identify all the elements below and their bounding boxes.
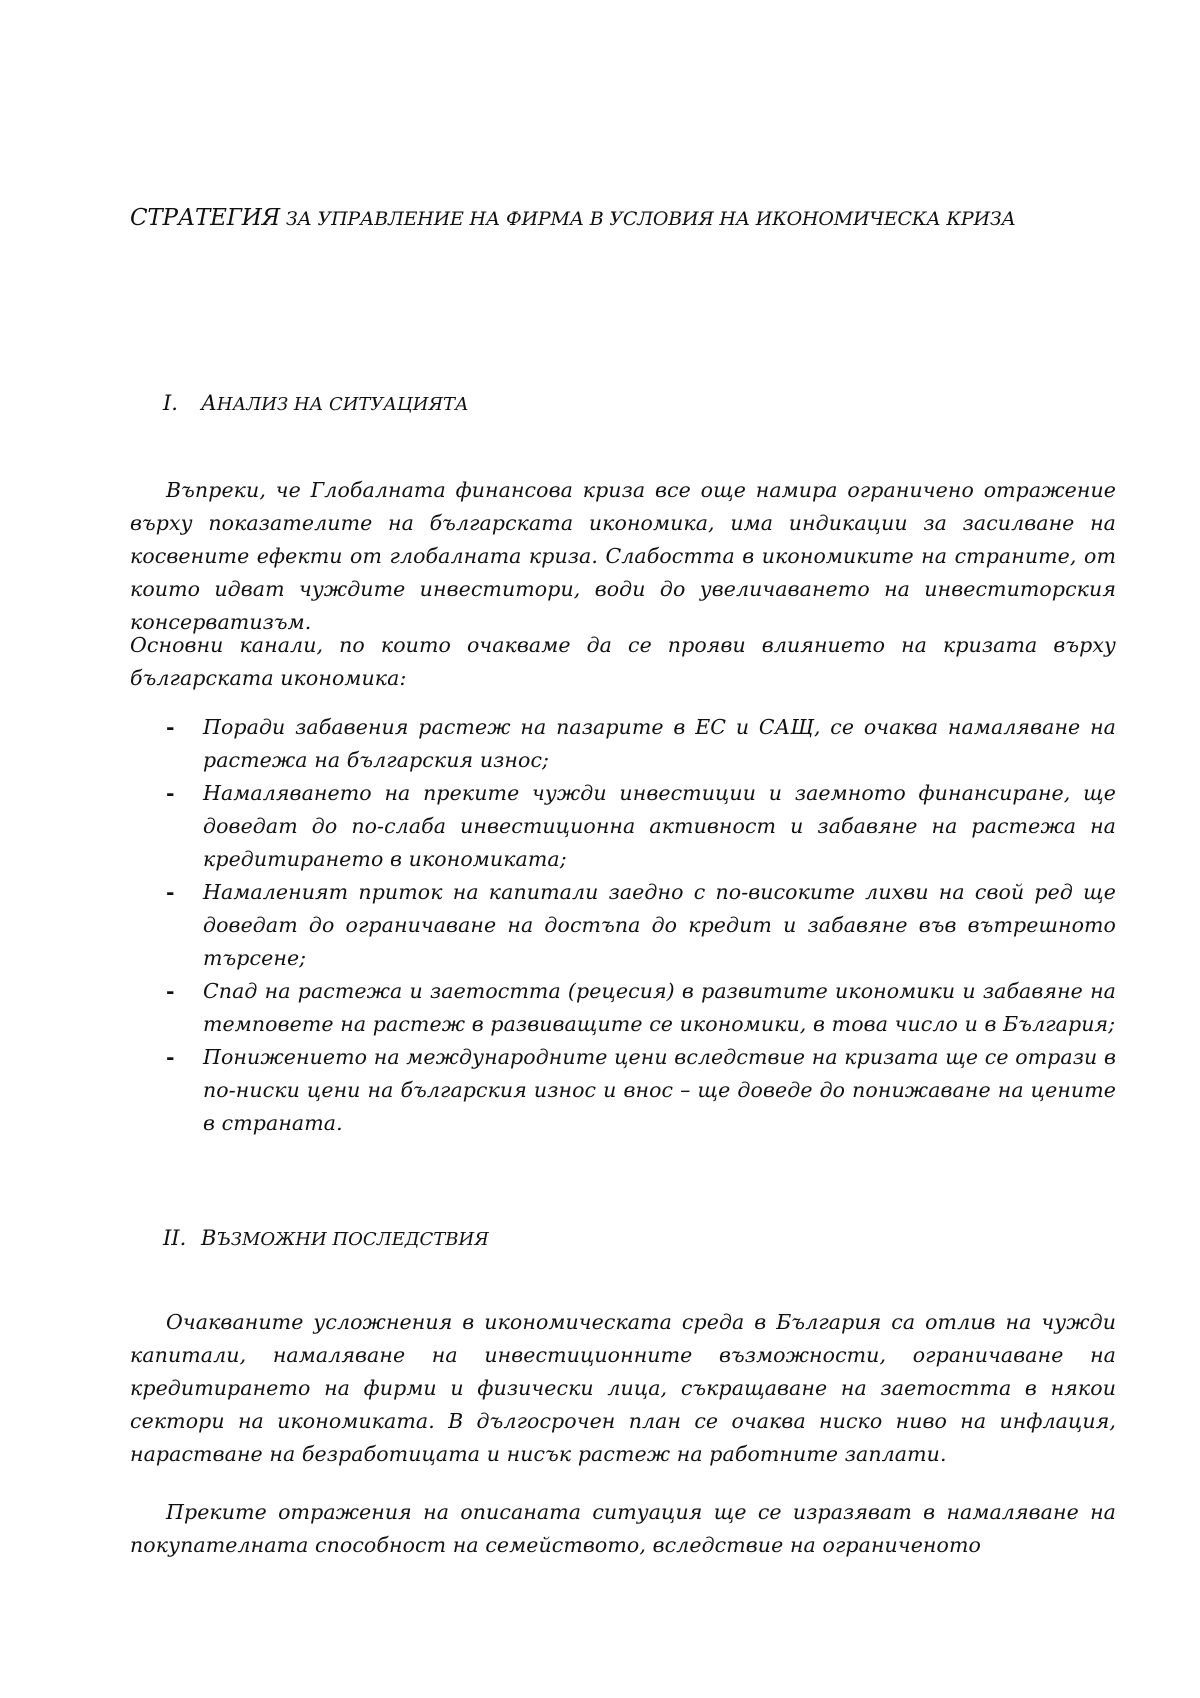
- heading-rest: ЪЗМОЖНИ ПОСЛЕДСТВИЯ: [216, 1229, 489, 1250]
- paragraph-expected-complications: Очакваните усложнения в икономическата среда в България са отлив на чужди капитали, намаляване на инвестиционните възможности, ограничаване на кредитирането на фирми и физически лица, съкращаване на заетостта в някои сектори на икономиката. В дългосрочен план се очаква ниско ниво на инфлация, нарастване на безработицата и нисък растеж на работните заплати.: [130, 1310, 1116, 1466]
- paragraph-channels: Основни канали, по които очакваме да се прояви влиянието на кризата върху българската икономика:: [130, 633, 1116, 690]
- title-rest: ЗА УПРАВЛЕНИЕ НА ФИРМА В УСЛОВИЯ НА ИКОНОМИЧЕСКА КРИЗА: [280, 208, 1016, 230]
- list-item: [130, 876, 1116, 975]
- list-item-text: Понижението на международните цени вследствие на кризата ще се отрази в по-ниски цени на българския износ и внос – ще доведе до понижаване на цените в страната.: [203, 1045, 1116, 1135]
- bullet-dash: -: [166, 880, 175, 904]
- bullet-dash: -: [166, 781, 175, 805]
- section-heading-analysis: [163, 391, 469, 415]
- channels-list: [130, 711, 1116, 1140]
- list-item-text: Спад на растежа и заетостта (рецесия) в развитите икономики и забавяне на темповете на растеж в развиващите се икономики, в това число и в България;: [203, 979, 1116, 1036]
- heading-rest: НАЛИЗ НА СИТУАЦИЯТА: [216, 394, 469, 415]
- heading-lead: В: [201, 1226, 217, 1250]
- paragraph-direct-effects: Преките отражения на описаната ситуация ще се изразяват в намаляване на покупателната способност на семейството, вследствие на ограниченото: [130, 1500, 1116, 1557]
- heading-lead: А: [201, 391, 217, 415]
- section-number: II.: [163, 1226, 187, 1250]
- section-number: I.: [163, 391, 178, 415]
- paragraph-intro: Въпреки, че Глобалната финансова криза все още намира ограничено отражение върху показателите на българската икономика, има индикации за засилване на косвените ефекти от глобалната криза. Слабостта в икономиките на страните, от които идват чуждите инвеститори, води до увеличаването на инвеститорския консерватизъм.: [130, 478, 1116, 634]
- list-item: [130, 777, 1116, 876]
- section-heading-consequences: [163, 1226, 489, 1250]
- list-item: [130, 1041, 1116, 1140]
- list-item: [130, 711, 1116, 777]
- document-title: [130, 205, 1080, 231]
- list-item-text: Намаленият приток на капитали заедно с по-високите лихви на свой ред ще доведат до ограничаване на достъпа до кредит и забавяне във вътрешното търсене;: [203, 880, 1116, 970]
- list-item-text: Намаляването на преките чужди инвестиции и заемното финансиране, ще доведат до по-слаба инвестиционна активност и забавяне на растежа на кредитирането в икономиката;: [203, 781, 1116, 871]
- list-item-text: Поради забавения растеж на пазарите в ЕС и САЩ, се очаква намаляване на растежа на българския износ;: [203, 715, 1116, 772]
- bullet-dash: -: [166, 979, 175, 1003]
- title-lead: СТРАТЕГИЯ: [130, 205, 281, 231]
- bullet-dash: -: [166, 1045, 175, 1069]
- bullet-dash: -: [166, 715, 175, 739]
- list-item: [130, 975, 1116, 1041]
